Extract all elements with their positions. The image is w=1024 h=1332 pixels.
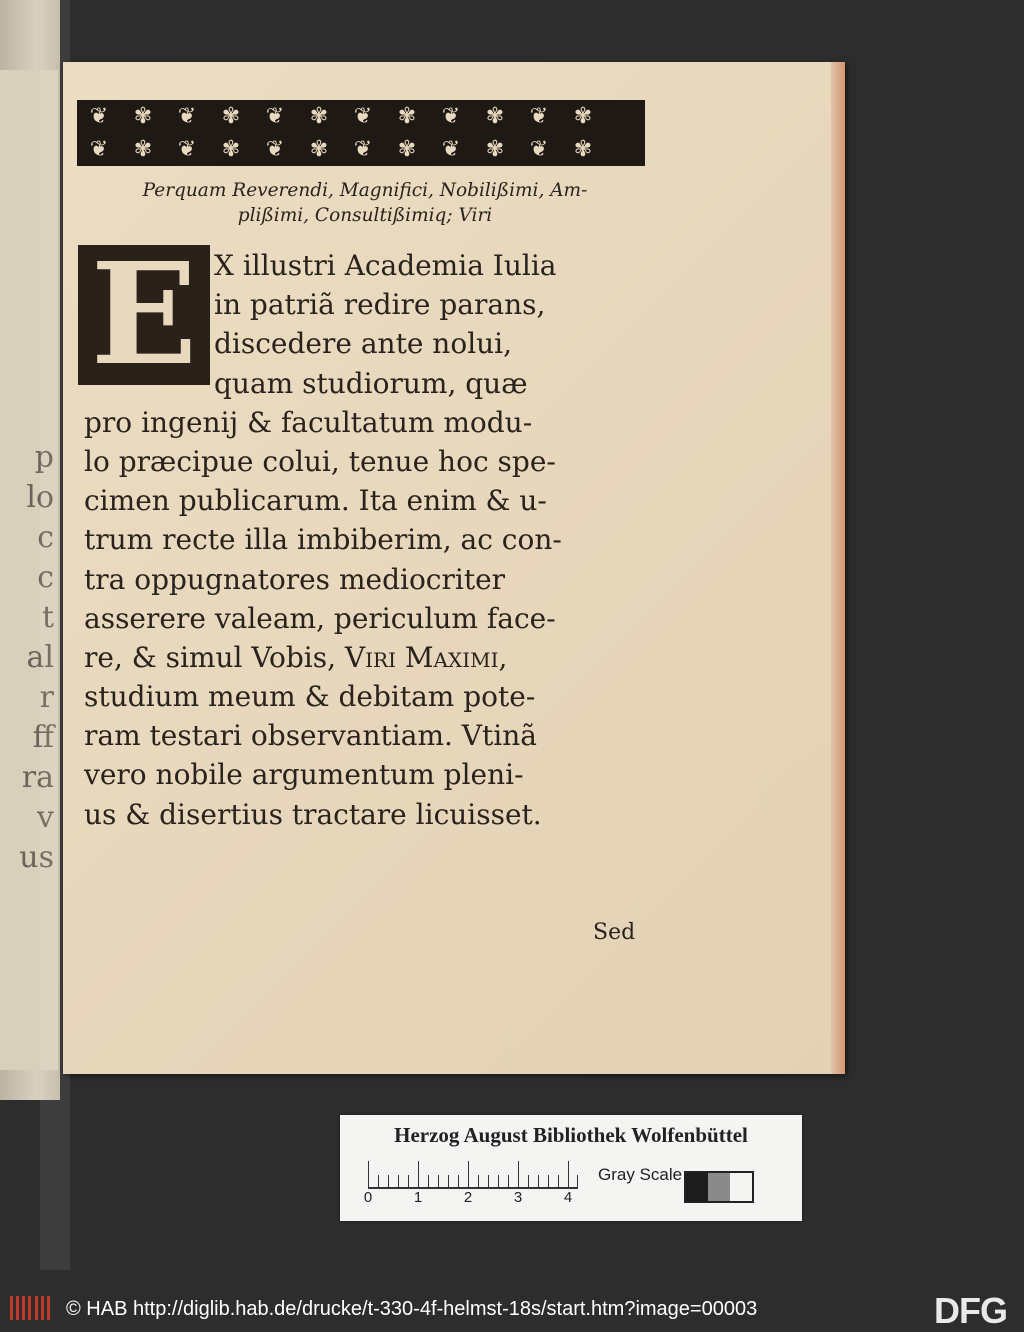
bleed-letter: ra	[21, 760, 54, 795]
heading-line: plißimi, Consultißimiq; Viri	[237, 205, 493, 226]
ornament-icon: ❦	[265, 136, 285, 162]
dfg-logo: DFG	[934, 1290, 1007, 1331]
text-line: ram testari observantiam. Vtinã	[84, 719, 537, 753]
text-line: trum recte illa imbiberim, ac con-	[84, 523, 562, 557]
ruler-tick	[518, 1161, 519, 1187]
ornamental-border	[77, 100, 645, 166]
ruler-tick	[538, 1175, 539, 1187]
ornament-icon: ✾	[221, 103, 241, 129]
source-url[interactable]: © HAB http://diglib.hab.de/drucke/t-330-4f-helmst-18s/start.htm?image=00003	[66, 1298, 758, 1320]
text-line: cimen publicarum. Ita enim & u-	[84, 484, 547, 518]
bleed-letter: c	[37, 560, 54, 595]
ornament-icon: ✾	[133, 136, 153, 162]
decorated-initial: E	[78, 245, 210, 385]
bleed-letter: c	[37, 520, 54, 555]
text-line: lo præcipue colui, tenue hoc spe-	[84, 444, 556, 478]
ornament-icon: ❦	[353, 103, 373, 129]
text-line: tra oppugnatores mediocriter	[84, 562, 506, 596]
swatch-white	[730, 1173, 752, 1201]
ruler-tick	[568, 1161, 569, 1187]
ornament-icon: ✾	[485, 103, 505, 129]
ornament-icon: ✾	[221, 136, 241, 162]
bleed-letter: v	[37, 800, 54, 835]
color-calibration-card	[340, 1115, 802, 1221]
ornament-icon: ✾	[573, 103, 593, 129]
ornament-icon: ❦	[441, 103, 461, 129]
ornament-icon: ✾	[133, 103, 153, 129]
ornament-icon: ❦	[177, 103, 197, 129]
ornament-icon: ✾	[309, 103, 329, 129]
ornament-icon: ✾	[573, 136, 593, 162]
ruler-tick	[458, 1175, 459, 1187]
text-line: quam studiorum, quæ	[214, 366, 528, 400]
ruler-tick	[368, 1161, 369, 1187]
ornament-icon: ❦	[265, 103, 285, 129]
ruler-tick	[508, 1175, 509, 1187]
hab-logo-icon	[10, 1296, 50, 1320]
gray-scale-label: Gray Scale	[598, 1165, 683, 1184]
ruler-tick	[448, 1175, 449, 1187]
ornament-icon: ❦	[89, 136, 109, 162]
bleed-letter: al	[26, 640, 54, 675]
ruler-tick	[418, 1161, 419, 1187]
bleed-letter: lo	[26, 480, 54, 515]
body-text	[84, 246, 644, 834]
ruler-label: 0	[363, 1189, 373, 1206]
ruler-tick	[478, 1175, 479, 1187]
text-line: vero nobile argumentum pleni-	[84, 758, 524, 792]
bleed-letter: ff	[32, 720, 54, 755]
ornament-icon: ❦	[89, 103, 109, 129]
text-line: us & disertius tractare licuisset.	[84, 797, 542, 831]
ruler-label: 2	[463, 1189, 473, 1206]
ruler-tick	[468, 1161, 469, 1187]
ornament-icon: ❦	[529, 103, 549, 129]
ornament-icon: ❦	[177, 136, 197, 162]
ruler-tick	[398, 1175, 399, 1187]
ornament-icon: ❦	[529, 136, 549, 162]
ruler-tick	[488, 1175, 489, 1187]
ruler-scale	[368, 1159, 578, 1189]
text-line	[84, 638, 644, 677]
heading-line: Perquam Reverendi, Magnifici, Nobilißimi, Am-	[142, 180, 588, 201]
text-line: asserere valeam, periculum face-	[84, 601, 556, 635]
ruler-label: 3	[513, 1189, 523, 1206]
ruler-label: 1	[413, 1189, 423, 1206]
ornament-icon: ✾	[485, 136, 505, 162]
viewer-footer	[0, 1290, 1024, 1331]
text-line: discedere ante nolui,	[214, 327, 513, 361]
page-edge	[831, 62, 845, 1074]
text-line: pro ingenij & facultatum modu-	[84, 405, 533, 439]
ornament-icon: ✾	[309, 136, 329, 162]
ruler-tick	[428, 1175, 429, 1187]
bleed-letter: us	[19, 840, 54, 875]
ruler-tick	[528, 1175, 529, 1187]
ornament-icon: ❦	[353, 136, 373, 162]
text-line: in patriã redire parans,	[214, 288, 546, 322]
book-page	[63, 62, 845, 1074]
swatch-gray	[708, 1173, 730, 1201]
library-name: Herzog August Bibliothek Wolfenbüttel	[394, 1123, 748, 1147]
bleed-letter: r	[39, 680, 54, 715]
text-line: studium meum & debitam pote-	[84, 680, 536, 714]
ruler-tick	[498, 1175, 499, 1187]
ornament-icon: ✾	[397, 103, 417, 129]
ruler-tick	[558, 1175, 559, 1187]
swatch-black	[686, 1173, 708, 1201]
ruler-tick	[388, 1175, 389, 1187]
catchword: Sed	[593, 920, 636, 945]
ruler-tick	[577, 1175, 578, 1187]
ruler-tick	[438, 1175, 439, 1187]
bleed-letter: p	[34, 440, 54, 475]
smallcaps-segment: Viri Maximi,	[344, 640, 508, 674]
ornament-icon: ✾	[397, 136, 417, 162]
ruler-tick	[378, 1175, 379, 1187]
dedication-heading	[85, 178, 645, 228]
ruler-tick	[408, 1175, 409, 1187]
bleed-letter: t	[41, 600, 54, 635]
ruler-label: 4	[563, 1189, 573, 1206]
text-segment: re, & simul Vobis,	[84, 640, 336, 674]
ruler-tick	[548, 1175, 549, 1187]
gray-scale-swatches	[684, 1171, 754, 1203]
ornament-icon: ❦	[441, 136, 461, 162]
text-line: X illustri Academia Iulia	[214, 249, 557, 282]
